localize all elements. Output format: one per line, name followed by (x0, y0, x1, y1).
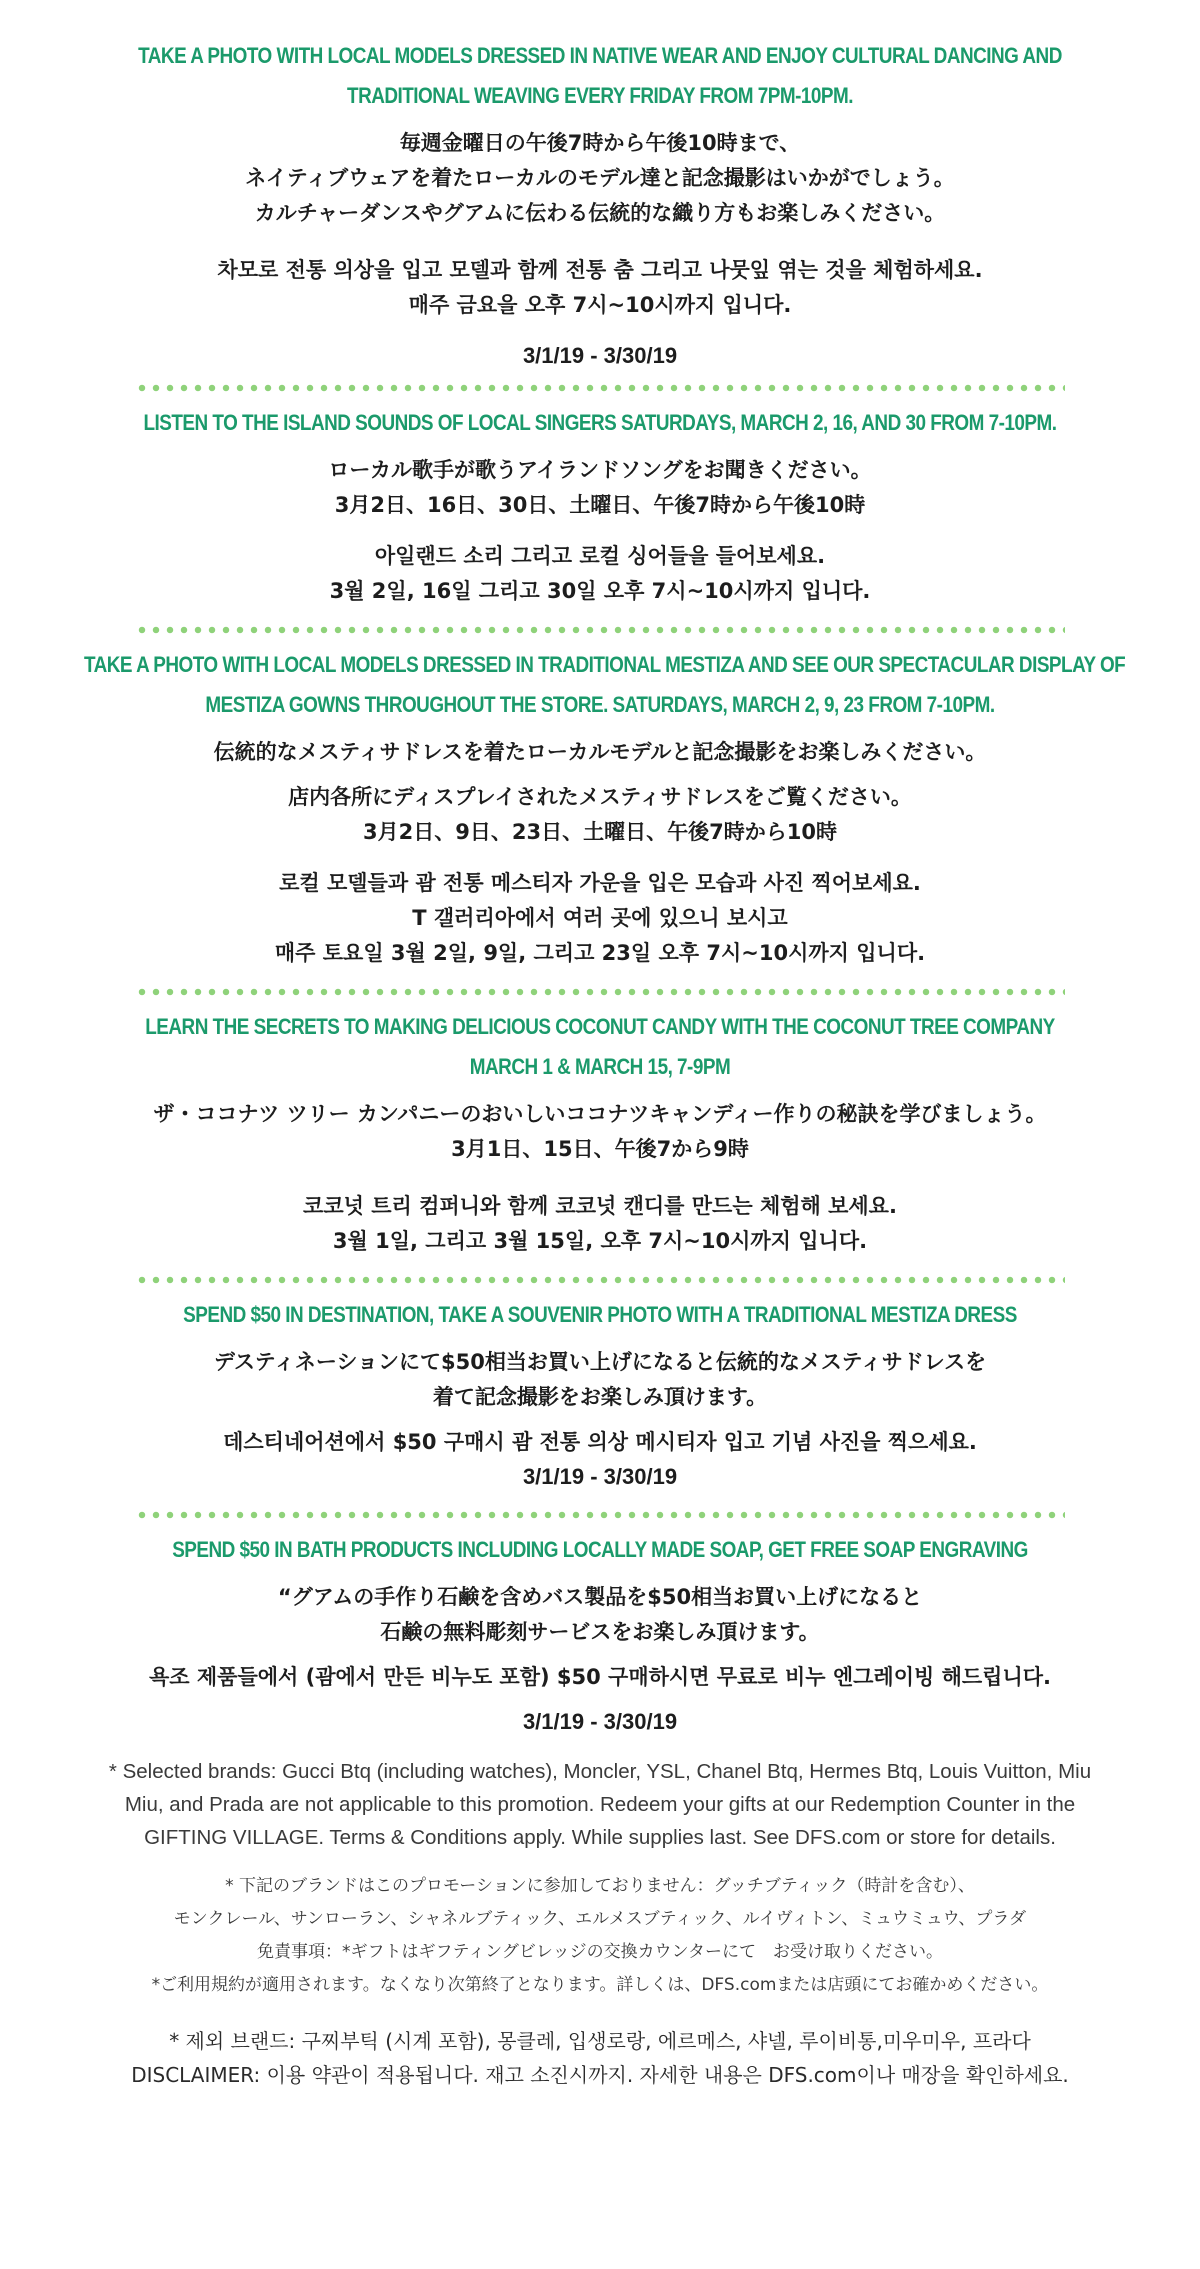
korean-text: 3월 2일, 16일 그리고 30일 오후 7시~10시까지 입니다. (329, 579, 871, 603)
disclaimer-line: * 제외 브랜드: 구찌부틱 (시계 포함), 몽클레, 입생로랑, 에르메스, 샤넬, 루이비통,미우미우, 프라다 (169, 2029, 1031, 2053)
japanese-text: 店内各所にディスプレイされたメスティサドレスをご覧ください。 (288, 785, 912, 809)
disclaimer-line: 免責事項：*ギフトはギフティングビレッジの交換カウンターにて お受け取りください。 (257, 1942, 943, 1962)
japanese-text: ザ・ココナツ ツリー カンパニーのおいしいココナツキャンディー作りの秘訣を学びましょう。 (153, 1102, 1047, 1126)
event-headline: LEARN THE SECRETS TO MAKING DELICIOUS COCONUT CANDY WITH THE COCONUT TREE COMPANY (145, 1014, 1055, 1039)
korean-text: 아일랜드 소리 그리고 로컬 싱어들을 들어보세요. (374, 544, 826, 568)
event-headline: TAKE A PHOTO WITH LOCAL MODELS DRESSED IN NATIVE WEAR AND ENJOY CULTURAL DANCING AND (138, 43, 1062, 68)
disclaimer-line: モンクレール、サンローラン、シャネルブティック、エルメスブティック、ルイヴィトン、ミュウミュウ、プラダ (173, 1909, 1027, 1929)
japanese-text: 毎週金曜日の午後7時から午後10時まで、 (399, 131, 801, 155)
dotted-divider (135, 1275, 1065, 1285)
event-headline: LISTEN TO THE ISLAND SOUNDS OF LOCAL SINGERS SATURDAYS, MARCH 2, 16, AND 30 FROM 7-10PM. (143, 410, 1057, 435)
event-section-native-wear (0, 36, 1200, 373)
event-section-island-sounds (0, 403, 1200, 609)
japanese-text: 伝統的なメスティサドレスを着たローカルモデルと記念撮影をお楽しみください。 (213, 740, 987, 764)
event-section-mestiza-display (0, 645, 1200, 971)
japanese-text: ネイティブウェアを着たローカルのモデル達と記念撮影はいかがでしょう。 (245, 166, 955, 190)
dotted-divider (135, 1510, 1065, 1520)
disclaimer-english (0, 1755, 1200, 1854)
korean-text: 3월 1일, 그리고 3월 15일, 오후 7시~10시까지 입니다. (332, 1229, 868, 1253)
event-date-range: 3/1/19 - 3/30/19 (522, 343, 678, 368)
korean-text: 차모로 전통 의상을 입고 모델과 함께 전통 춤 그리고 나뭇잎 엮는 것을 체험하세요. (217, 258, 983, 282)
event-section-soap-engraving (0, 1530, 1200, 1739)
dotted-divider (135, 383, 1065, 393)
disclaimer-line: GIFTING VILLAGE. Terms & Conditions apply. While supplies last. See DFS.com or store for details. (144, 1826, 1056, 1849)
japanese-text: 石鹸の無料彫刻サービスをお楽しみ頂けます。 (380, 1620, 820, 1644)
event-headline: TAKE A PHOTO WITH LOCAL MODELS DRESSED IN TRADITIONAL MESTIZA AND SEE OUR SPECTACULAR DISPLAY OF (84, 652, 1126, 677)
disclaimer-korean (0, 2024, 1200, 2092)
japanese-text: 3月2日、16日、30日、土曜日、午後7時から午後10時 (334, 493, 866, 517)
korean-text: 데스티네어션에서 $50 구매시 괌 전통 의상 메시티자 입고 기념 사진을 찍으세요. (223, 1430, 977, 1454)
event-section-coconut-candy (0, 1007, 1200, 1259)
event-headline: SPEND $50 IN DESTINATION, TAKE A SOUVENIR PHOTO WITH A TRADITIONAL MESTIZA DRESS (183, 1302, 1017, 1327)
event-date-range: 3/1/19 - 3/30/19 (522, 1464, 678, 1489)
event-date-range: 3/1/19 - 3/30/19 (522, 1709, 678, 1734)
korean-text: 로컬 모델들과 괌 전통 메스티자 가운을 입은 모습과 사진 찍어보세요. (279, 871, 921, 895)
event-section-destination-photo (0, 1295, 1200, 1494)
korean-text: 매주 금요을 오후 7시~10시까지 입니다. (408, 293, 792, 317)
japanese-text: “グアムの手作り石鹸を含めバス製品を$50相当お買い上げになると (277, 1585, 923, 1609)
korean-text: 코코넛 트리 컴퍼니와 함께 코코넛 캔디를 만드는 체험해 보세요. (303, 1194, 897, 1218)
disclaimer-line: *ご利用規約が適用されます。なくなり次第終了となります。詳しくは、DFS.comまたは店頭にてお確かめください。 (151, 1975, 1049, 1995)
event-headline: MARCH 1 & MARCH 15, 7-9PM (469, 1054, 731, 1079)
disclaimer-line: * Selected brands: Gucci Btq (including watches), Moncler, YSL, Chanel Btq, Hermes Btq, Louis Vuitton, Miu (108, 1760, 1092, 1783)
disclaimer-line: * 下記のブランドはこのプロモーションに参加しておりません：グッチブティック（時計を含む）、 (225, 1876, 975, 1896)
japanese-text: ローカル歌手が歌うアイランドソングをお聞きください。 (328, 458, 872, 482)
dotted-divider (135, 625, 1065, 635)
disclaimer-line: DISCLAIMER: 이용 약관이 적용됩니다. 재고 소진시까지. 자세한 내용은 DFS.com이나 매장을 확인하세요. (131, 2063, 1069, 2087)
japanese-text: 3月2日、9日、23日、土曜日、午後7時から10時 (363, 820, 837, 844)
disclaimer-japanese (0, 1870, 1200, 2002)
japanese-text: カルチャーダンスやグアムに伝わる伝統的な織り方もお楽しみください。 (254, 201, 946, 225)
event-headline: MESTIZA GOWNS THROUGHOUT THE STORE. SATURDAYS, MARCH 2, 9, 23 FROM 7-10PM. (205, 692, 995, 717)
dotted-divider (135, 987, 1065, 997)
korean-text: 욕조 제품들에서 (괌에서 만든 비누도 포함) $50 구매하시면 무료로 비누 엔그레이빙 해드립니다. (148, 1665, 1051, 1689)
japanese-text: 着て記念撮影をお楽しみ頂けます。 (432, 1385, 768, 1409)
event-headline: TRADITIONAL WEAVING EVERY FRIDAY FROM 7PM-10PM. (347, 83, 853, 108)
korean-text: T 갤러리아에서 여러 곳에 있으니 보시고 (412, 906, 788, 930)
disclaimer-line: Miu, and Prada are not applicable to this promotion. Redeem your gifts at our Redemption Counter in the (124, 1793, 1076, 1816)
japanese-text: 3月1日、15日、午後7から9時 (451, 1137, 749, 1161)
korean-text: 매주 토요일 3월 2일, 9일, 그리고 23일 오후 7시~10시까지 입니다. (274, 941, 926, 965)
japanese-text: デスティネーションにて$50相当お買い上げになると伝統的なメスティサドレスを (213, 1350, 987, 1374)
event-headline: SPEND $50 IN BATH PRODUCTS INCLUDING LOCALLY MADE SOAP, GET FREE SOAP ENGRAVING (172, 1537, 1028, 1562)
